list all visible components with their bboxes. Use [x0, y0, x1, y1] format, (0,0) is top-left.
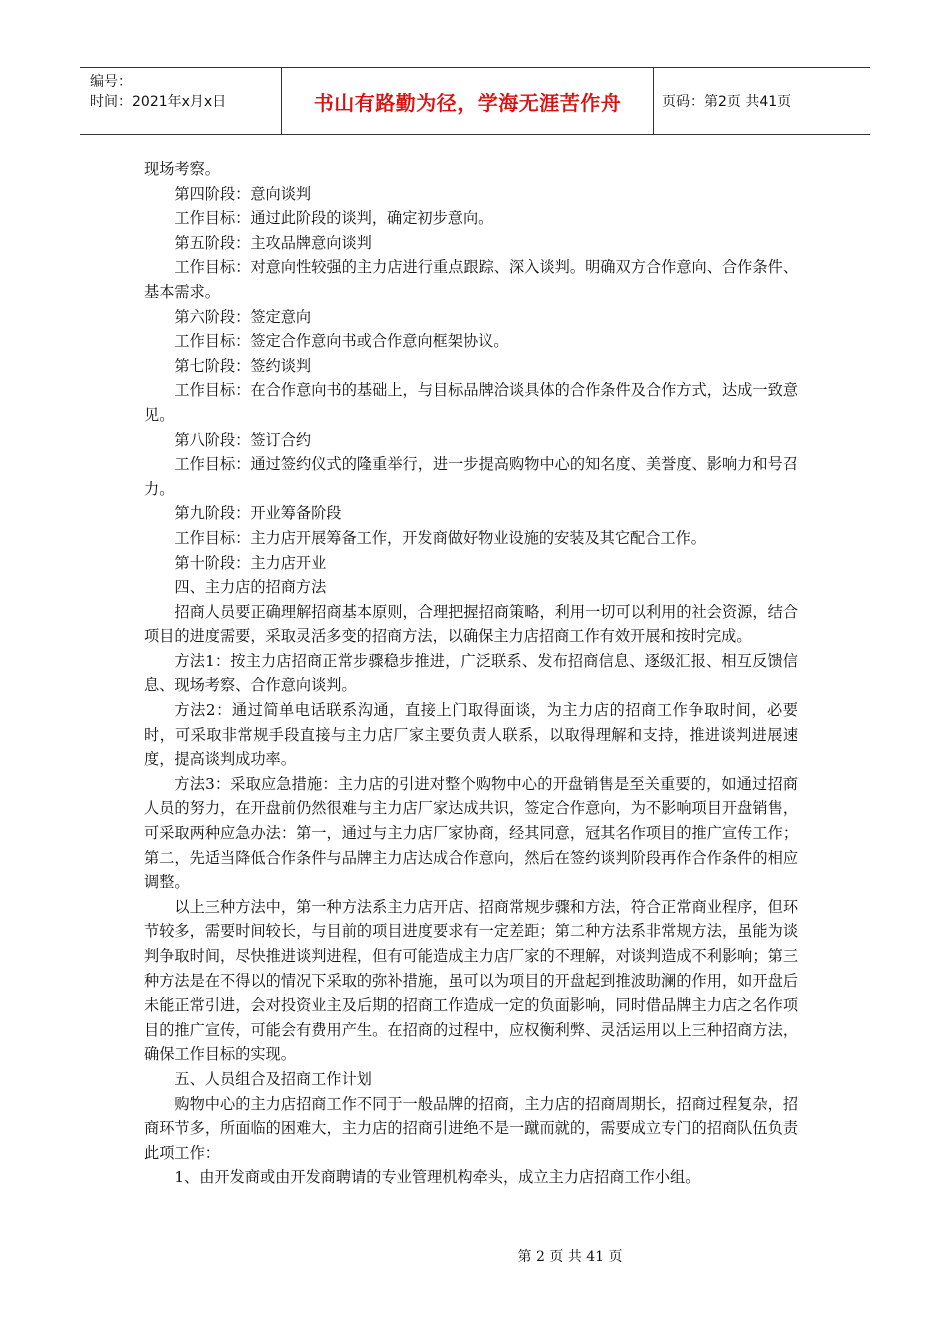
paragraph: 工作目标：签定合作意向书或合作意向框架协议。 [174, 332, 509, 351]
paragraph: 第七阶段：签约谈判 [174, 356, 312, 375]
header-meta-cell [80, 68, 282, 134]
page-info: 页码：第2页 共41页 [662, 94, 792, 110]
paragraph: 第四阶段：意向谈判 [174, 184, 312, 203]
paragraph: 方法3：采取应急措施：主力店的引进对整个购物中心的开盘销售是至关重要的，如通过招商人员的努力，在开盘前仍然很难与主力店厂家达成共识，签定合作意向，为不影响项目开盘销售，可采取两种应急办法：第一，通过与主力店厂家协商，经其同意，冠其名作项目的推广宣传工作；第二，先适当降低合作条件与品牌主力店达成合作意向，然后在签约谈判阶段再作合作条件的相应调整。 [144, 774, 798, 892]
paragraph: 第八阶段：签订合约 [174, 430, 312, 449]
paragraph: 现场考察。 [144, 160, 220, 178]
paragraph: 方法1：按主力店招商正常步骤稳步推进，广泛联系、发布招商信息、逐级汇报、相互反馈信息、现场考察、合作意向谈判。 [144, 651, 798, 695]
paragraph: 工作目标：通过签约仪式的隆重举行，进一步提高购物中心的知名度、美誉度、影响力和号召力。 [144, 455, 798, 498]
paragraph: 工作目标：主力店开展筹备工作，开发商做好物业设施的安装及其它配合工作。 [174, 528, 706, 547]
paragraph: 招商人员要正确理解招商基本原则，合理把握招商策略，利用一切可以利用的社会资源，结合项目的进度需要，采取灵活多变的招商方法，以确保主力店招商工作有效开展和按时完成。 [144, 602, 798, 646]
page-footer: 第 2 页 共 41 页 [517, 1249, 623, 1265]
paragraph: 以上三种方法中，第一种方法系主力店开店、招商常规步骤和方法，符合正常商业程序，但环节较多，需要时间较长，与目前的项目进度要求有一定差距；第二种方法系非常规方法，虽能为谈判争取时间，尽快推进谈判进程，但有可能造成主力店厂家的不理解，对谈判造成不利影响；第三种方法是在不得以的情况下采取的弥补措施，虽可以为项目的开盘起到推波助澜的作用，如开盘后未能正常引进，会对投资业主及后期的招商工作造成一定的负面影响，同时借品牌主力店之名作项目的推广宣传，可能会有费用产生。在招商的过程中，应权衡利弊、灵活运用以上三种招商方法，确保工作目标的实现。 [144, 897, 798, 1064]
paragraph: 五、人员组合及招商工作计划 [174, 1069, 372, 1088]
paragraph: 工作目标：在合作意向书的基础上，与目标品牌洽谈具体的合作条件及合作方式，达成一致意见。 [144, 381, 798, 424]
date-line: 时间：2021年x月x日 [90, 94, 227, 110]
paragraph: 工作目标：通过此阶段的谈判，确定初步意向。 [174, 209, 494, 228]
motto-text: 书山有路勤为径，学海无涯苦作舟 [313, 90, 622, 115]
header-page-cell [654, 68, 870, 134]
paragraph: 第五阶段：主攻品牌意向谈判 [174, 233, 372, 252]
paragraph: 第十阶段：主力店开业 [174, 553, 327, 572]
page-header [80, 67, 870, 135]
body-text [144, 157, 798, 1190]
paragraph: 第九阶段：开业筹备阶段 [174, 504, 342, 523]
paragraph: 购物中心的主力店招商工作不同于一般品牌的招商，主力店的招商周期长，招商过程复杂，招商环节多，所面临的困难大，主力店的招商引进绝不是一蹴而就的，需要成立专门的招商队伍负责此项工作： [144, 1094, 798, 1162]
paragraph: 工作目标：对意向性较强的主力店进行重点跟踪、深入谈判。明确双方合作意向、合作条件、基本需求。 [144, 258, 798, 301]
paragraph: 方法2：通过简单电话联系沟通，直接上门取得面谈，为主力店的招商工作争取时间，必要时，可采取非常规手段直接与主力店厂家主要负责人联系，以取得理解和支持，推进谈判进展速度，提高谈判成功率。 [144, 701, 798, 769]
paragraph: 四、主力店的招商方法 [174, 578, 327, 597]
paragraph: 1、由开发商或由开发商聘请的专业管理机构牵头，成立主力店招商工作小组。 [174, 1168, 701, 1187]
code-label: 编号： [90, 74, 132, 90]
paragraph: 第六阶段：签定意向 [174, 307, 312, 326]
header-motto-cell [282, 68, 654, 134]
